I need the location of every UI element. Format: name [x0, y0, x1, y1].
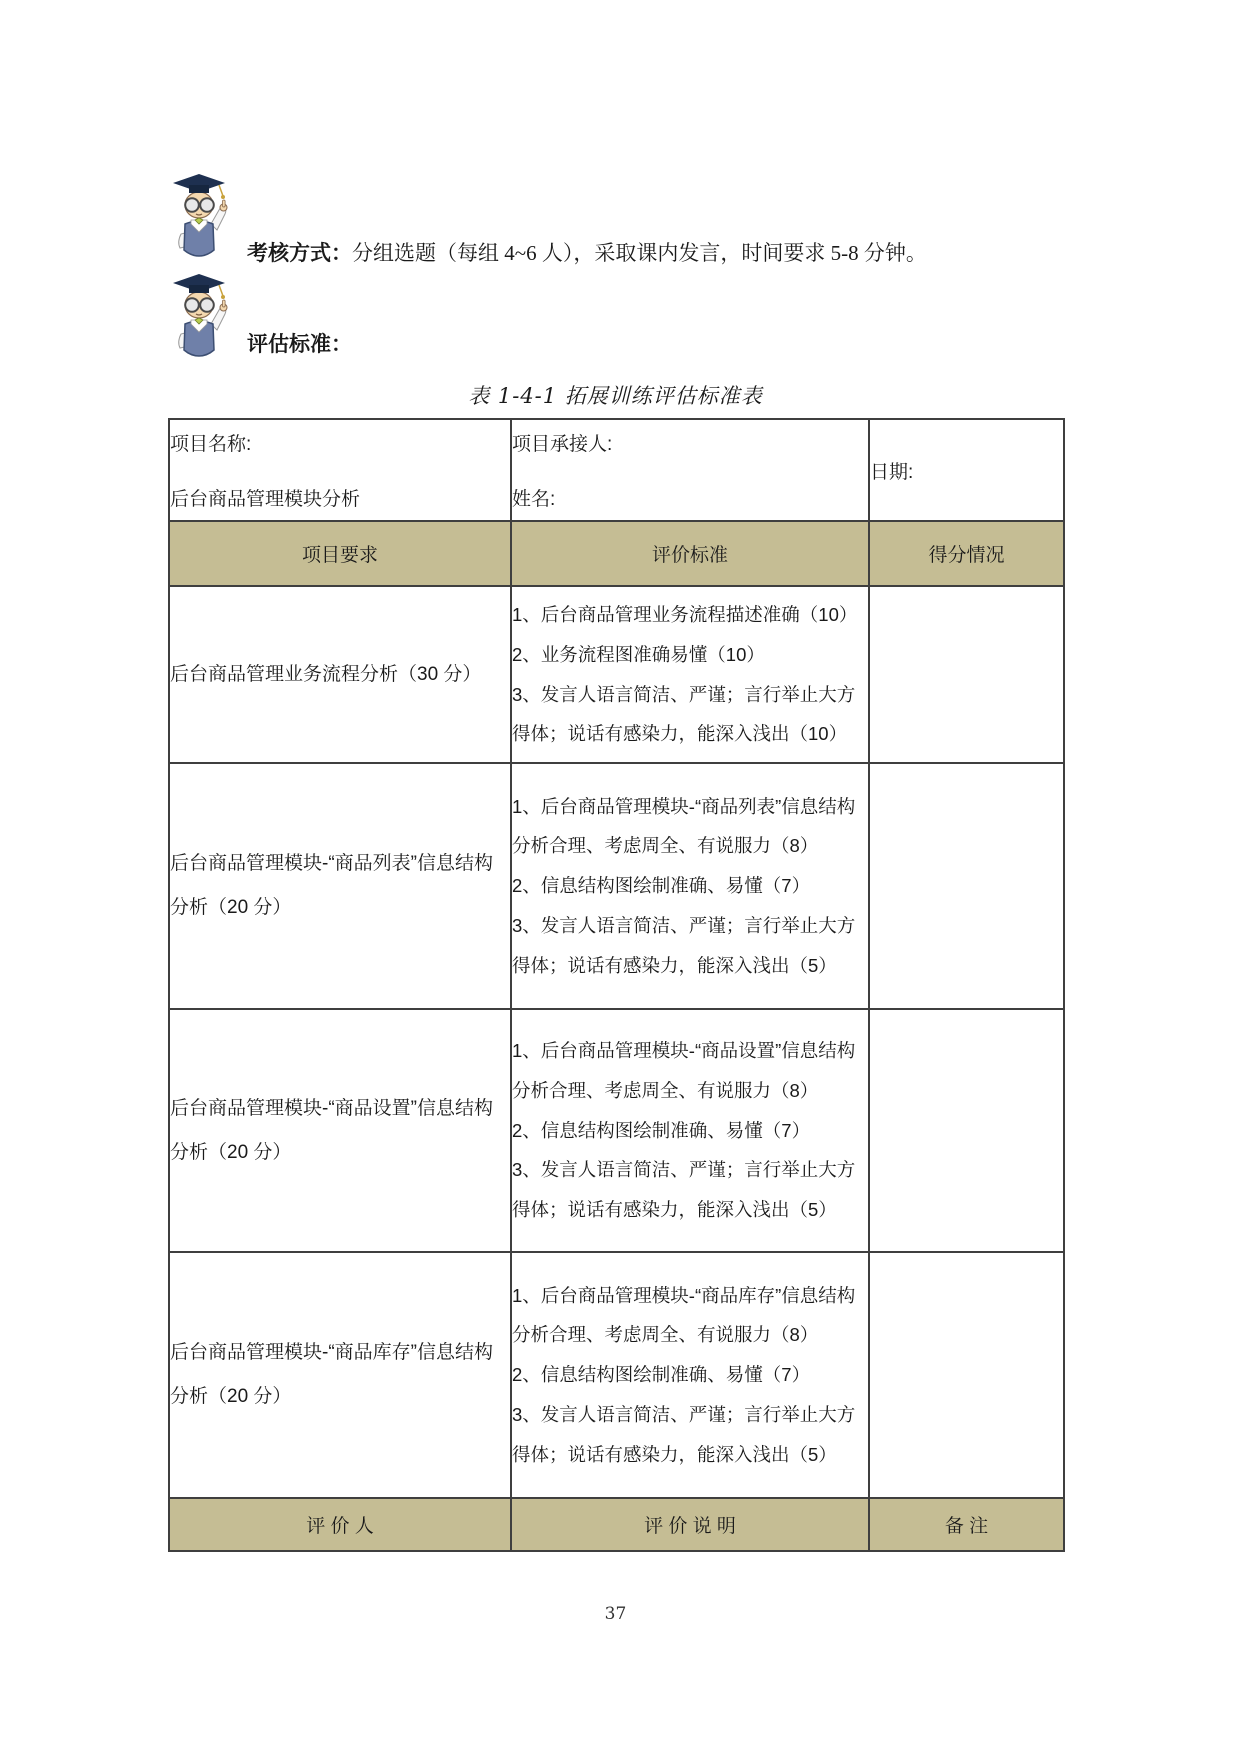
footer-evaluator: 评 价 人: [169, 1498, 511, 1551]
criteria-item: 3、发言人语言简洁、严谨；言行举止大方得体；说话有感染力，能深入浅出（5）: [512, 914, 856, 976]
criteria-item: 1、后台商品管理模块-“商品库存”信息结构分析合理、考虑周全、有说服力（8）: [512, 1284, 856, 1346]
requirement-text: 后台商品管理模块-“商品库存”信息结构分析（20 分）: [170, 1342, 493, 1407]
header-criteria: 评价标准: [511, 521, 869, 586]
table-row: [169, 763, 1064, 1009]
cell-date: [869, 419, 1064, 521]
table-row-info: [169, 419, 1064, 521]
assessment-method-text: 分组选题（每组 4~6 人），采取课内发言，时间要求 5-8 分钟。: [352, 241, 927, 265]
cell-criteria: [511, 1009, 869, 1252]
evaluation-criteria-line: [247, 330, 352, 360]
criteria-item: 3、发言人语言简洁、严谨；言行举止大方得体；说话有感染力，能深入浅出（10）: [512, 683, 856, 745]
assessment-method-label: 考核方式：: [247, 242, 352, 265]
criteria-item: 3、发言人语言简洁、严谨；言行举止大方得体；说话有感染力，能深入浅出（5）: [512, 1403, 856, 1465]
footer-explanation: 评 价 说 明: [511, 1498, 869, 1551]
header-score: 得分情况: [869, 521, 1064, 586]
page-number: 37: [604, 1604, 627, 1624]
cell-score: [869, 586, 1064, 763]
table-header-row: [169, 521, 1064, 586]
requirement-text: 后台商品管理业务流程分析（30 分）: [170, 663, 482, 685]
criteria-item: 1、后台商品管理模块-“商品列表”信息结构分析合理、考虑周全、有说服力（8）: [512, 795, 856, 857]
cell-requirement: [169, 1252, 511, 1498]
project-name-value: 后台商品管理模块分析: [170, 489, 361, 510]
table-caption: 表 1-4-1 拓展训练评估标准表: [468, 384, 763, 408]
cell-score: [869, 1009, 1064, 1252]
criteria-item: 3、发言人语言简洁、严谨；言行举止大方得体；说话有感染力，能深入浅出（5）: [512, 1159, 856, 1221]
requirement-text: 后台商品管理模块-“商品设置”信息结构分析（20 分）: [170, 1097, 493, 1163]
date-label: 日期:: [870, 461, 914, 483]
table-row: [169, 1252, 1064, 1498]
cell-requirement: [169, 586, 511, 763]
cell-criteria: [511, 1252, 869, 1498]
assessment-method-line: [247, 238, 927, 269]
cell-score: [869, 1252, 1064, 1498]
criteria-item: 2、信息结构图绘制准确、易懂（7）: [512, 1119, 811, 1141]
criteria-item: 1、后台商品管理模块-“商品设置”信息结构分析合理、考虑周全、有说服力（8）: [512, 1040, 856, 1101]
evaluation-criteria-label: 评估标准：: [247, 333, 352, 356]
cell-undertaker: [511, 419, 869, 521]
table-row: [169, 586, 1064, 763]
cell-requirement: [169, 1009, 511, 1252]
evaluation-standard-table: [168, 418, 1065, 1552]
criteria-item: 2、信息结构图绘制准确、易懂（7）: [512, 875, 811, 897]
requirement-text: 后台商品管理模块-“商品列表”信息结构分析（20 分）: [170, 853, 493, 918]
professor-icon: [167, 172, 231, 258]
table-footer-row: [169, 1498, 1064, 1551]
criteria-item: 1、后台商品管理业务流程描述准确（10）: [512, 603, 858, 625]
cell-requirement: [169, 763, 511, 1009]
cell-project-name: [169, 419, 511, 521]
footer-remark: 备 注: [869, 1498, 1064, 1551]
undertaker-label: 项目承接人:: [512, 434, 613, 455]
cell-criteria: [511, 763, 869, 1009]
criteria-item: 2、信息结构图绘制准确、易懂（7）: [512, 1364, 811, 1386]
table-row: [169, 1009, 1064, 1252]
professor-icon: [167, 272, 231, 358]
project-name-label: 项目名称:: [170, 434, 252, 455]
cell-criteria: [511, 586, 869, 763]
cell-score: [869, 763, 1064, 1009]
criteria-item: 2、业务流程图准确易懂（10）: [512, 643, 765, 665]
name-label: 姓名:: [512, 489, 556, 510]
header-requirement: 项目要求: [169, 521, 511, 586]
